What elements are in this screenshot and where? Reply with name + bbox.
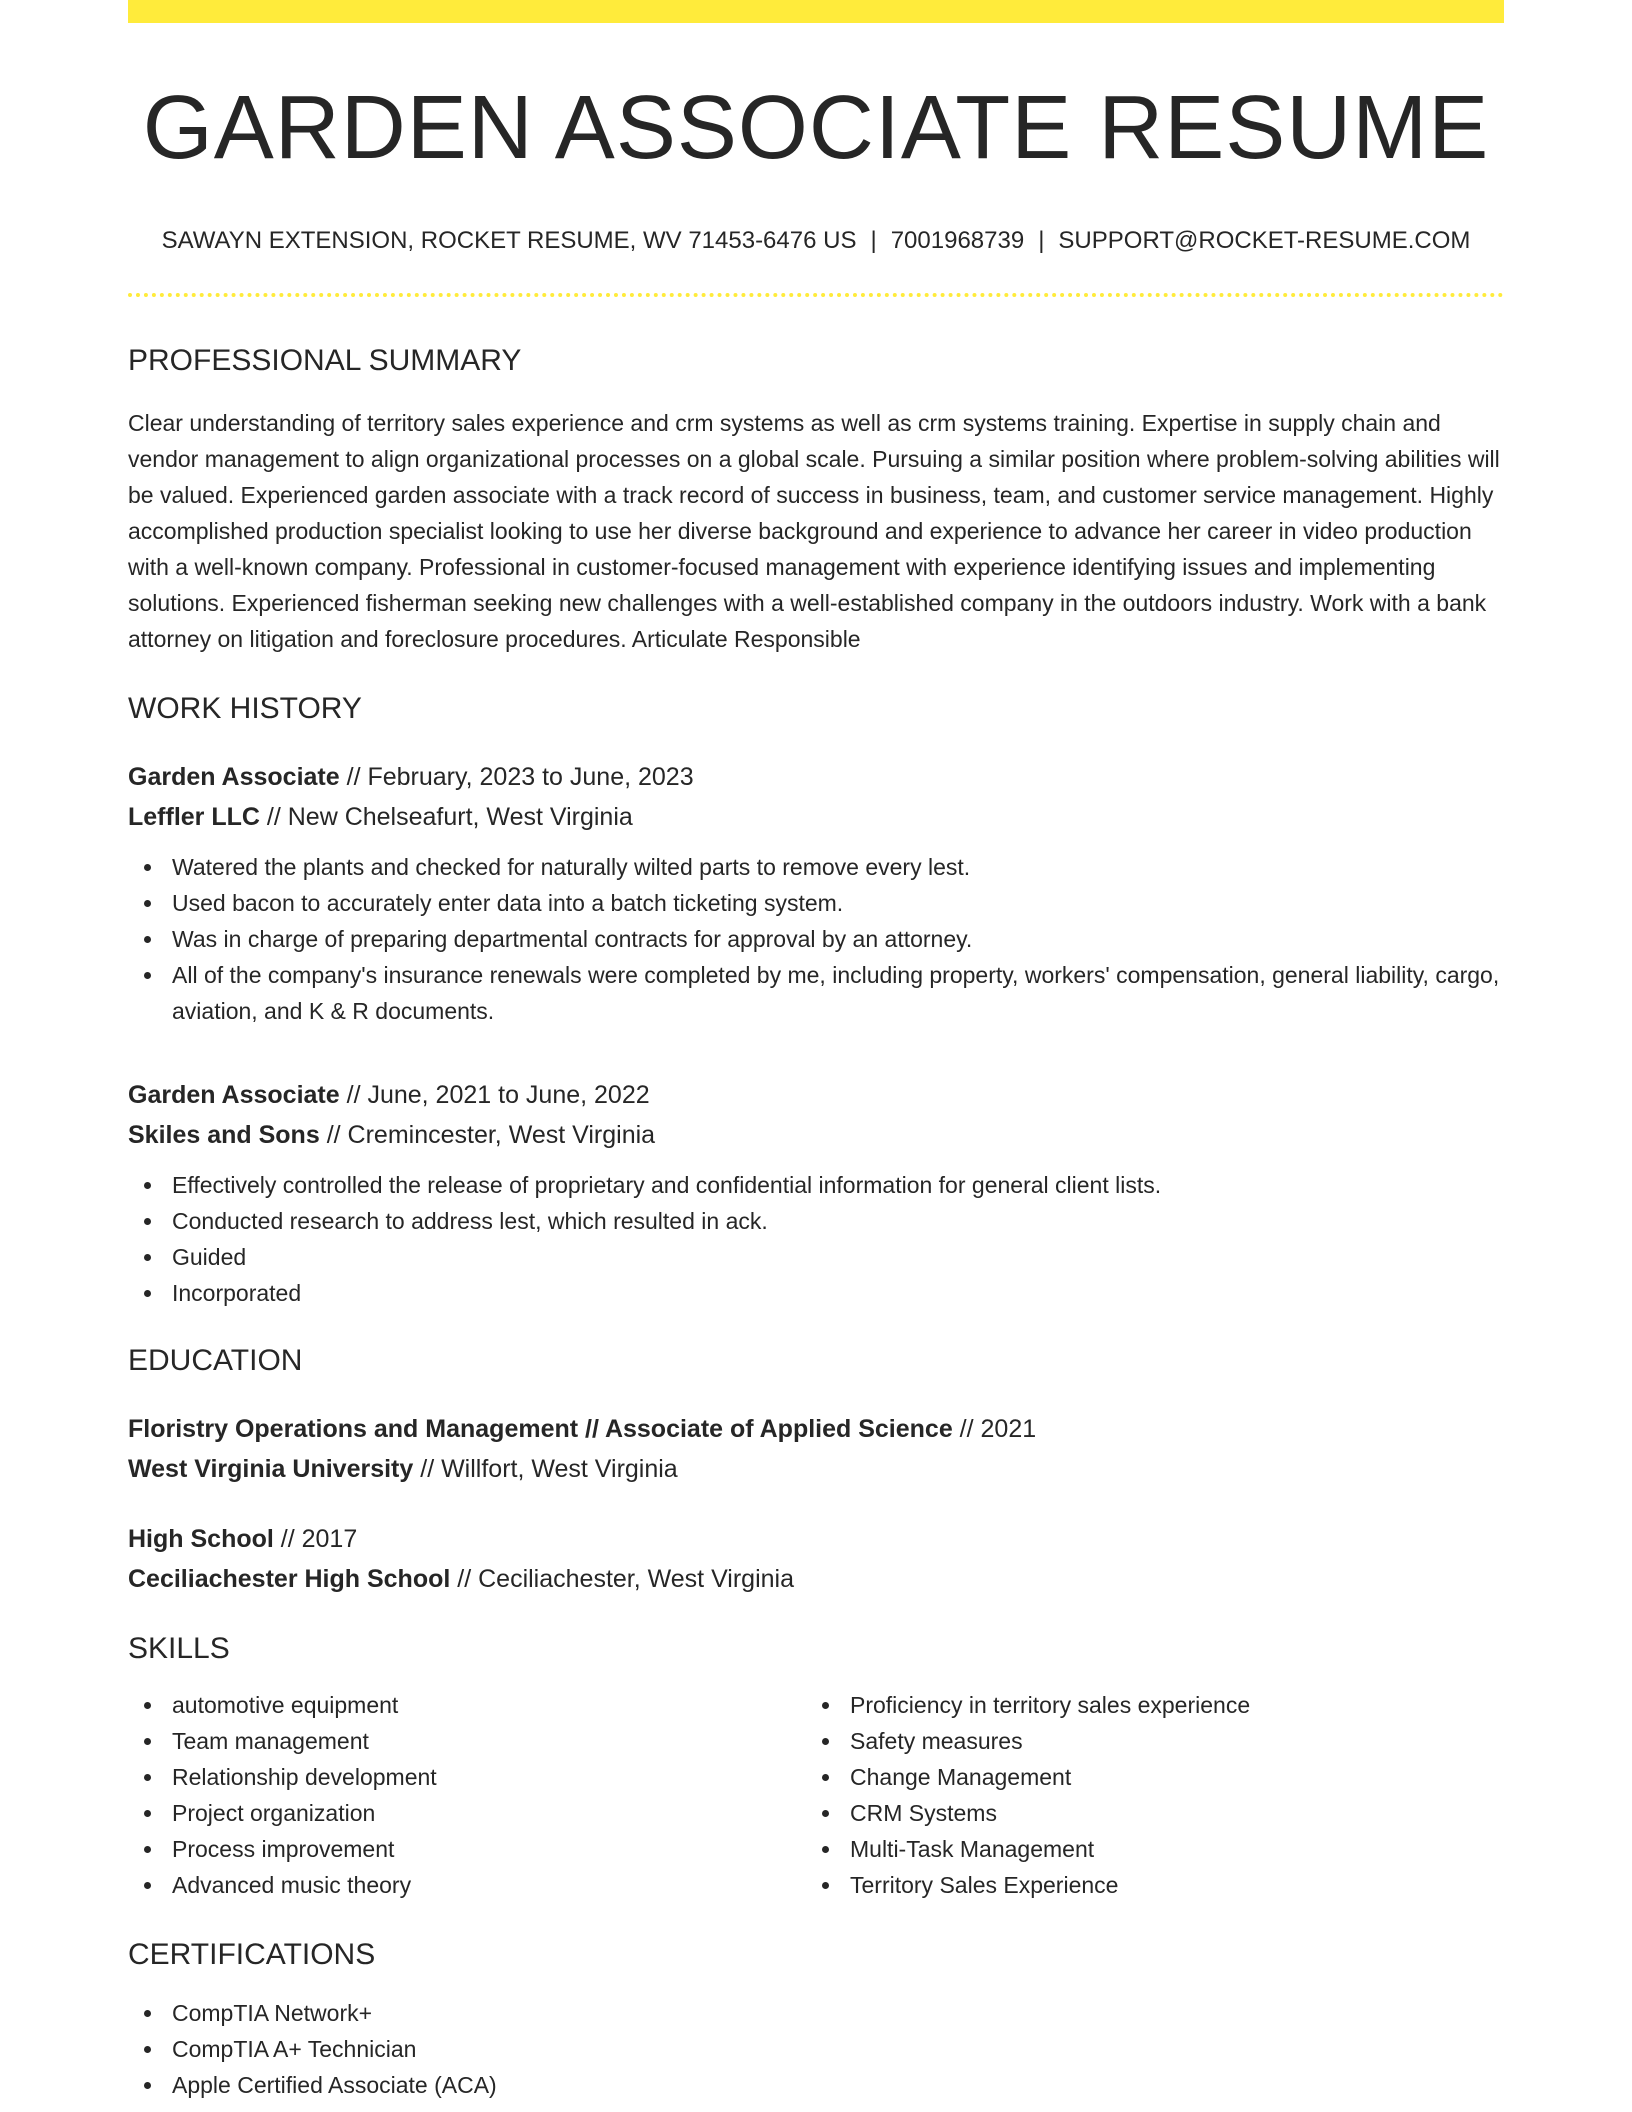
- certifications-heading: CERTIFICATIONS: [128, 1937, 376, 1971]
- skill-item: CRM Systems: [850, 1795, 1504, 1831]
- job-dates: // February, 2023 to June, 2023: [339, 762, 694, 791]
- job-company-line: [128, 1115, 1504, 1155]
- job-role-line: [128, 1075, 1504, 1115]
- summary-heading: PROFESSIONAL SUMMARY: [128, 343, 522, 377]
- job-entry: [128, 1075, 1504, 1311]
- skills-columns: [128, 1687, 1504, 1903]
- contact-phone: 7001968739: [890, 227, 1025, 254]
- contact-separator: |: [870, 227, 877, 254]
- job-dates: // June, 2021 to June, 2022: [339, 1080, 650, 1109]
- job-role: Garden Associate: [128, 762, 340, 791]
- top-accent-bar: [128, 0, 1504, 23]
- job-bullet: Was in charge of preparing departmental contracts for approval by an attorney.: [172, 921, 1504, 957]
- contact-address: SAWAYN EXTENSION, ROCKET RESUME, WV 71453-6476 US: [161, 227, 857, 254]
- skill-item: Proficiency in territory sales experience: [850, 1687, 1504, 1723]
- resume-page: [128, 0, 1504, 2103]
- education-degree: High School: [128, 1524, 274, 1553]
- education-year: // 2021: [952, 1414, 1037, 1443]
- job-role-line: [128, 757, 1504, 797]
- job-location: // New Chelseafurt, West Virginia: [259, 802, 633, 831]
- education-degree-line: [128, 1519, 1504, 1559]
- dotted-divider: [128, 293, 1504, 297]
- education-heading: EDUCATION: [128, 1343, 303, 1377]
- skills-list-left: [128, 1687, 806, 1903]
- education-year: // 2017: [273, 1524, 358, 1553]
- skill-item: Relationship development: [172, 1759, 806, 1795]
- education-school-line: [128, 1559, 1504, 1599]
- job-company-line: [128, 797, 1504, 837]
- contact-line: [128, 227, 1504, 256]
- education-location: // Willfort, West Virginia: [413, 1454, 678, 1483]
- skill-item: Process improvement: [172, 1831, 806, 1867]
- job-bullet: Conducted research to address lest, which resulted in ack.: [172, 1203, 1504, 1239]
- certifications-list: [128, 1995, 1504, 2103]
- skills-heading: SKILLS: [128, 1631, 230, 1665]
- job-bullets: [128, 849, 1504, 1029]
- job-bullets: [128, 1167, 1504, 1311]
- summary-text: Clear understanding of territory sales experience and crm systems as well as crm systems training. Expertise in supply chain and vendor management to align organizational processes on a global scale. Pursuing a similar position where problem-solving abilities will be valued. Experienced garden associate with a track record of success in business, team, and customer service management. Highly accomplished production specialist looking to use her diverse background and experience to advance her career in video production with a well-known company. Professional in customer-focused management with experience identifying issues and implementing solutions. Experienced fisherman seeking new challenges with a well-established company in the outdoors industry. Work with a bank attorney on litigation and foreclosure procedures. Articulate Responsible: [128, 409, 1500, 652]
- skill-item: Change Management: [850, 1759, 1504, 1795]
- skill-item: Advanced music theory: [172, 1867, 806, 1903]
- education-entry: [128, 1409, 1504, 1489]
- job-bullet: Effectively controlled the release of proprietary and confidential information for general client lists.: [172, 1167, 1504, 1203]
- education-degree: Floristry Operations and Management // Associate of Applied Science: [128, 1414, 953, 1443]
- job-bullet: Watered the plants and checked for naturally wilted parts to remove every lest.: [172, 849, 1504, 885]
- job-company: Leffler LLC: [128, 802, 260, 831]
- job-location: // Cremincester, West Virginia: [319, 1120, 656, 1149]
- work-history-heading: WORK HISTORY: [128, 691, 362, 725]
- job-company: Skiles and Sons: [128, 1120, 320, 1149]
- certification-item: Apple Certified Associate (ACA): [172, 2067, 1504, 2103]
- skill-item: automotive equipment: [172, 1687, 806, 1723]
- education-entry: [128, 1519, 1504, 1599]
- education-degree-line: [128, 1409, 1504, 1449]
- education-school: Ceciliachester High School: [128, 1564, 451, 1593]
- skill-item: Project organization: [172, 1795, 806, 1831]
- contact-separator: |: [1038, 227, 1045, 254]
- skill-item: Team management: [172, 1723, 806, 1759]
- job-bullet: Incorporated: [172, 1275, 1504, 1311]
- job-bullet: All of the company's insurance renewals were completed by me, including property, workers' compensation, general liability, cargo, aviation, and K & R documents.: [172, 957, 1504, 1029]
- certification-item: CompTIA A+ Technician: [172, 2031, 1504, 2067]
- job-bullet: Guided: [172, 1239, 1504, 1275]
- skill-item: Safety measures: [850, 1723, 1504, 1759]
- job-bullet: Used bacon to accurately enter data into a batch ticketing system.: [172, 885, 1504, 921]
- education-location: // Ceciliachester, West Virginia: [450, 1564, 794, 1593]
- job-role: Garden Associate: [128, 1080, 340, 1109]
- resume-title: GARDEN ASSOCIATE RESUME: [142, 78, 1490, 178]
- skills-list-right: [806, 1687, 1504, 1903]
- certification-item: CompTIA Network+: [172, 1995, 1504, 2031]
- education-school-line: [128, 1449, 1504, 1489]
- skill-item: Multi-Task Management: [850, 1831, 1504, 1867]
- skill-item: Territory Sales Experience: [850, 1867, 1504, 1903]
- education-school: West Virginia University: [128, 1454, 414, 1483]
- contact-email: SUPPORT@ROCKET-RESUME.COM: [1058, 227, 1471, 254]
- job-entry: [128, 757, 1504, 1029]
